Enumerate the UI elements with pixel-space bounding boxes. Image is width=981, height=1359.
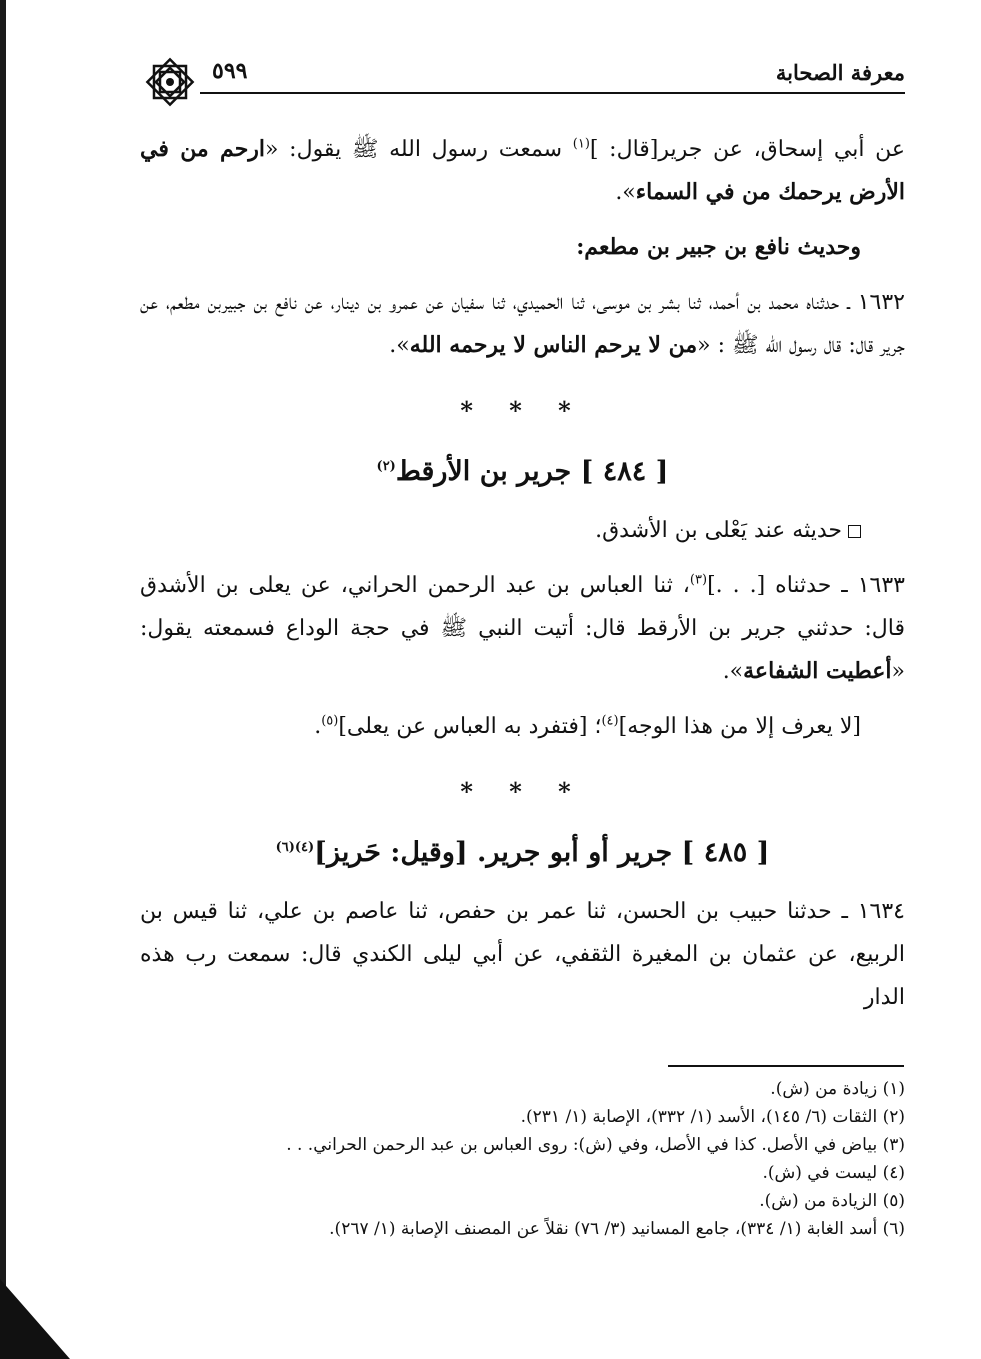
paragraph-remark xyxy=(140,705,905,748)
p3-text-b: ، ثنا العباس بن عبد الرحمن الحراني، عن يعلى بن الأشدق قال: حدثني جرير بن الأرقط قال: أتيت النبي ﷺ في حجة الوداع فسمعته يقول: « xyxy=(140,573,905,684)
page-number: ٥٩٩ xyxy=(212,58,248,84)
entry-heading-484 xyxy=(140,450,905,493)
scan-edge xyxy=(0,0,6,1359)
section-separator: * * * xyxy=(460,777,585,806)
main-text xyxy=(140,128,905,1031)
p2-end: ». xyxy=(389,333,410,358)
p1-hadith: ارحم من في الأرض يرحمك من في السماء xyxy=(140,136,905,205)
p3-text-a: ١٦٣٣ ـ حدثناه [. . .] xyxy=(707,573,905,598)
footnote-1: (١) زيادة من (ش). xyxy=(770,1079,905,1099)
p4-end: . xyxy=(314,714,322,739)
footnote-ref-4: (٤) xyxy=(601,713,619,729)
p1-end: ». xyxy=(615,180,636,205)
page-corner-mark xyxy=(0,1279,70,1359)
entry-485-title: [ ٤٨٥ ] جرير أو أبو جرير. [وقيل: حَريز] xyxy=(314,837,770,868)
islamic-star-ornament-icon xyxy=(140,52,200,112)
note-484-text: حديثه عند يَعْلى بن الأشدق. xyxy=(595,518,842,543)
entry-484-note xyxy=(140,509,905,552)
square-bullet-icon xyxy=(848,525,861,538)
section-separator: * * * xyxy=(460,396,585,425)
p3-end: ». xyxy=(722,659,744,684)
footnote-ref-3: (٣) xyxy=(689,572,708,588)
footnote-6: (٦) أسد الغابة (١/ ٣٣٤)، جامع المسانيد (٣/ ٧٦) نقلاً عن المصنف الإصابة (١/ ٢٦٧). xyxy=(329,1219,905,1239)
p1-text-b: سمعت رسول الله ﷺ يقول: « xyxy=(265,137,573,162)
p2-text-a: ١٦٣٢ ـ حدثناه محمد بن أحمد، ثنا بشر بن موسى، ثنا الحميدي، ثنا سفيان عن عمرو بن دينار، عن نافع بن جبيربن مطعم، عن جرير قال: قال رسول الله ﷺ : « xyxy=(140,290,905,358)
footnote-4: (٤) ليست في (ش). xyxy=(762,1163,905,1183)
footnote-5: (٥) الزيادة من (ش). xyxy=(759,1191,905,1211)
page-header xyxy=(140,52,905,102)
nafi-heading: وحديث نافع بن جبير بن مطعم: xyxy=(576,234,861,260)
header-rule xyxy=(200,92,905,94)
footnote-ref-6: (٤)(٦) xyxy=(275,840,315,855)
paragraph-hadith-1632 xyxy=(140,281,905,367)
paragraph-hadith-1633 xyxy=(140,564,905,693)
footnote-2: (٢) الثقات (٦/ ١٤٥)، الأسد (١/ ٣٣٢)، الإصابة (١/ ٢٣١). xyxy=(520,1107,905,1127)
paragraph-hadith-1634: ١٦٣٤ ـ حدثنا حبيب بن الحسن، ثنا عمر بن حفص، ثنا عاصم بن علي، ثنا قيس بن الربيع، عن عثمان بن المغيرة الثقفي، عن أبي ليلى الكندي قال: سمعت رب هذه الدار xyxy=(140,899,905,1010)
entry-heading-485 xyxy=(140,831,905,874)
footnotes xyxy=(140,1075,905,1243)
p2-hadith: من لا يرحم الناس لا يرحمه الله xyxy=(409,332,698,358)
footnote-ref-5: (٥) xyxy=(321,713,339,729)
p1-text-a: عن أبي إسحاق، عن جرير[قال: ] xyxy=(589,137,905,162)
footnote-ref-1: (١) xyxy=(572,136,590,152)
footnote-ref-2: (٢) xyxy=(376,459,396,474)
p3-hadith: أعطيت الشفاعة xyxy=(743,658,892,684)
entry-484-title: [ ٤٨٤ ] جرير بن الأرقط xyxy=(395,456,669,487)
p4-text-a: [لا يعرف إلا من هذا الوجه] xyxy=(618,714,861,739)
running-title: معرفة الصحابة xyxy=(775,60,905,85)
paragraph-1 xyxy=(140,128,905,214)
footnote-3: (٣) بياض في الأصل. كذا في الأصل، وفي (ش): روى العباس بن عبد الرحمن الحراني. . . xyxy=(286,1135,905,1155)
p4-text-b: ؛ [فتفرد به العباس عن يعلى] xyxy=(338,714,602,739)
footnote-rule xyxy=(668,1065,904,1067)
